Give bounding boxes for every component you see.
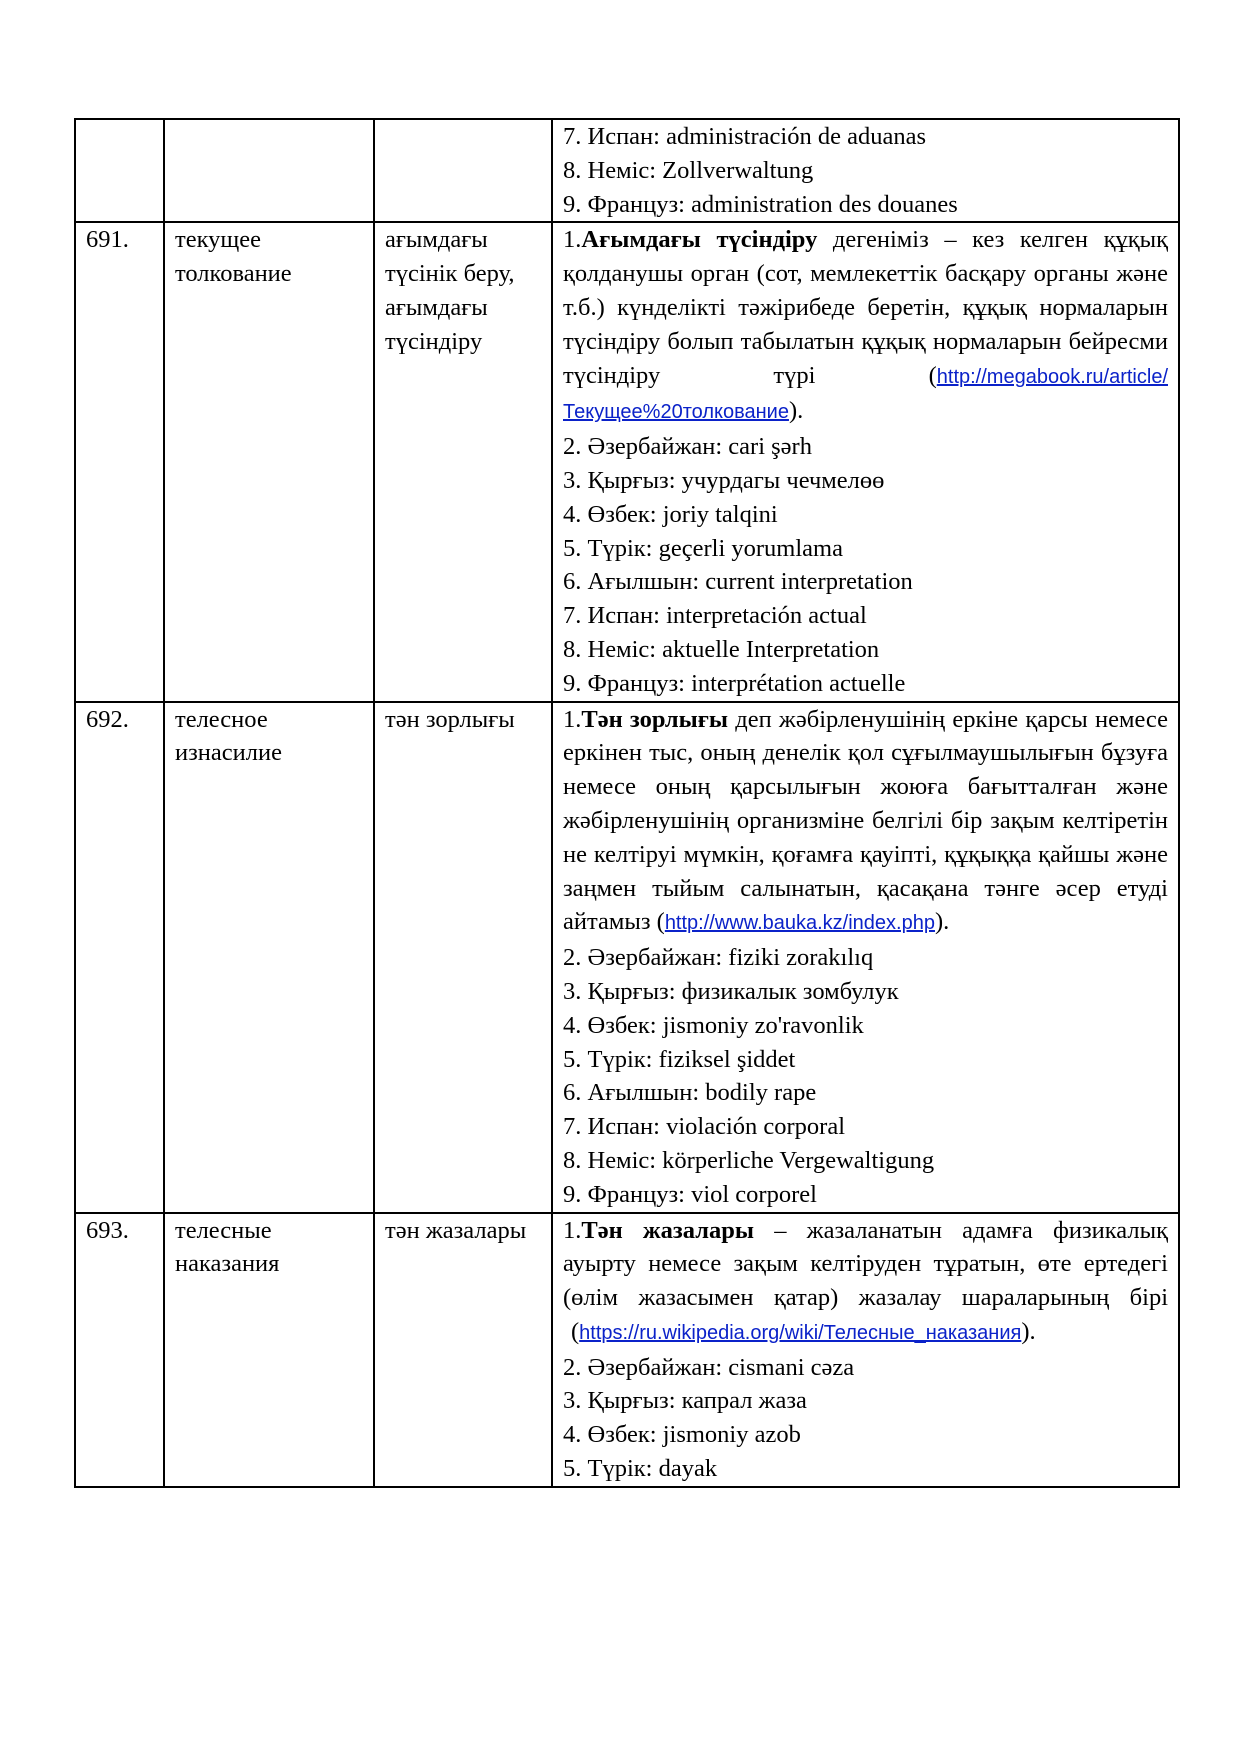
translation-line: 4. Өзбек: jismoniy azob <box>563 1421 801 1449</box>
definition-cell <box>552 1213 1179 1487</box>
source-link[interactable]: http://www.bauka.kz/index.php <box>664 912 935 935</box>
translation-line: 4. Өзбек: jismoniy zo'ravonlik <box>563 1011 864 1039</box>
definition-term: Тән зорлығы <box>581 705 729 733</box>
definition-cell <box>552 702 1179 1213</box>
source-close: ). <box>1021 1317 1036 1345</box>
translation-line: 6. Ағылшын: bodily rape <box>563 1079 817 1107</box>
source-link[interactable]: http://megabook.ru/article/Текущее%20толкование <box>563 365 1168 424</box>
entry-number: 691. <box>75 222 164 701</box>
glossary-table <box>74 118 1180 1488</box>
translation-line: 5. Түрік: fiziksel şiddet <box>563 1045 796 1073</box>
definition-paragraph <box>563 703 1168 942</box>
source-open: ( <box>928 361 937 389</box>
translation-line: 8. Неміс: Zollverwaltung <box>563 156 814 184</box>
kazakh-term <box>374 119 552 222</box>
kazakh-term: тән жазалары <box>374 1213 552 1487</box>
definition-text: дегеніміз – кез келген құқық қолданушы орган (сот, мемлекеттік басқару органы және т.б.) күнделікті тәжірибеде беретін, құқық нормаларын түсіндіру болып табылатын құқық нормаларын бейресми түсіндіру түрі <box>563 226 1168 389</box>
source-open: ( <box>656 908 665 936</box>
definition-cell <box>552 119 1179 222</box>
table-row <box>75 119 1179 222</box>
russian-term: телесное изнасилие <box>164 702 374 1213</box>
translation-line: 8. Неміс: aktuelle Interpretation <box>563 635 880 663</box>
translation-line: 7. Испан: administración de aduanas <box>563 123 926 150</box>
kazakh-term: ағымдағы түсінік беру, ағымдағы түсіндіру <box>374 222 552 701</box>
definition-prefix: 1. <box>563 1216 582 1244</box>
definition-cell <box>552 222 1179 701</box>
definition-text: деп жәбірленушінің еркіне қарсы немесе еркінен тыс, оның денелік қол сұғылмаушылығын бұзуға немесе оның қарсылығын жоюға бағытталған және жәбірленушінің организміне белгілі бір зақым келтіретін не келтіруі мүмкін, қоғамға қауіпті, құқыққа қайшы және заңмен тыйым салынатын, қасақана тәнге әсер етуді айтамыз <box>563 705 1168 936</box>
translation-line: 7. Испан: violación corporal <box>563 1113 846 1141</box>
definition-term: Тән жазалары <box>581 1216 754 1244</box>
kazakh-term: тән зорлығы <box>374 702 552 1213</box>
translation-line: 2. Әзербайжан: cari şərh <box>563 433 812 461</box>
entry-number: 693. <box>75 1213 164 1487</box>
translation-line: 4. Өзбек: joriy talqini <box>563 500 778 528</box>
definition-prefix: 1. <box>563 226 582 254</box>
definition-text: – жазаланатын адамға физикалық ауырту немесе зақым келтіруден тұратын, өте ертедегі (өлім жазасымен қатар) жазалау шараларының бірі <box>563 1216 1168 1312</box>
source-close: ). <box>788 397 804 425</box>
translation-line: 5. Түрік: geçerli yorumlama <box>563 534 843 562</box>
entry-number <box>75 119 164 222</box>
russian-term: телесные наказания <box>164 1213 374 1487</box>
table-row <box>75 222 1179 701</box>
definition-prefix: 1. <box>563 705 582 733</box>
translation-line: 7. Испан: interpretación actual <box>563 602 867 630</box>
translation-line: 2. Әзербайжан: cismani cəza <box>563 1353 855 1381</box>
source-open: ( <box>571 1317 580 1345</box>
source-link[interactable]: https://ru.wikipedia.org/wiki/Телесные_наказания <box>579 1321 1022 1344</box>
table-row <box>75 702 1179 1213</box>
translation-line: 9. Француз: administration des douanes <box>563 190 958 218</box>
source-close: ). <box>934 908 950 936</box>
translation-line: 3. Қырғыз: капрал жаза <box>563 1387 807 1415</box>
translation-line: 2. Әзербайжан: fiziki zorakılıq <box>563 944 874 972</box>
translation-line: 5. Түрік: dayak <box>563 1455 718 1483</box>
translation-line: 6. Ағылшын: current interpretation <box>563 568 913 596</box>
translation-line: 8. Неміс: körperliche Vergewaltigung <box>563 1146 935 1174</box>
table-row <box>75 1213 1179 1487</box>
definition-paragraph <box>563 223 1168 430</box>
translation-line: 9. Француз: viol corporel <box>563 1180 817 1208</box>
russian-term: текущее толкование <box>164 222 374 701</box>
russian-term <box>164 119 374 222</box>
definition-term: Ағымдағы түсіндіру <box>581 226 818 254</box>
definition-paragraph <box>563 1214 1168 1351</box>
entry-number: 692. <box>75 702 164 1213</box>
translation-line: 3. Қырғыз: физикалык зомбулук <box>563 977 899 1005</box>
translation-line: 9. Француз: interprétation actuelle <box>563 669 906 697</box>
translation-line: 3. Қырғыз: учурдагы чечмелөө <box>563 466 885 494</box>
